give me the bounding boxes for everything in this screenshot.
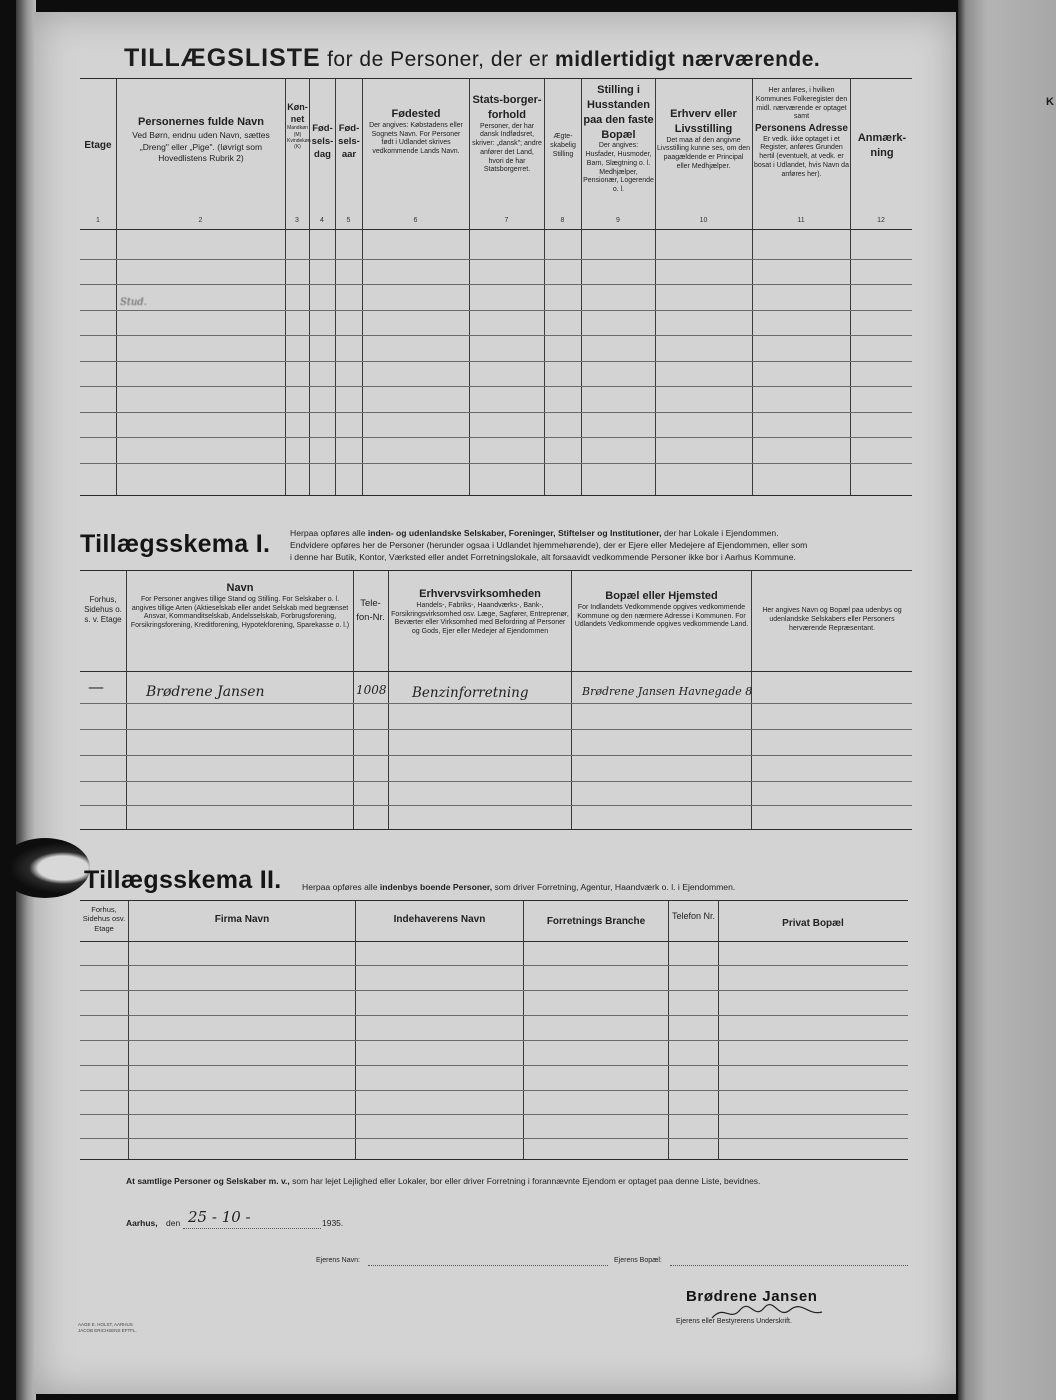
entry-erhverv: Benzinforretning	[412, 685, 529, 701]
col-number: 8	[560, 217, 565, 224]
row-rule	[80, 1065, 908, 1066]
entry-bopael: Brødrene Jansen Havnegade 8	[582, 685, 753, 698]
row-rule	[80, 729, 912, 730]
signature-label: Ejerens eller Bestyrerens Underskrift.	[676, 1318, 792, 1325]
row-rule	[80, 703, 912, 704]
skema2-description: Herpaa opføres alle indenbys boende Personer, som driver Forretning, Agentur, Haandværk o. l. i Ejendommen.	[302, 882, 736, 892]
col-header-forhus: Forhus, Sidehus o. s. v. Etage	[84, 595, 122, 624]
adjacent-page	[958, 0, 1056, 1400]
col-line	[388, 571, 389, 829]
faint-handwriting: Stud.	[120, 297, 147, 308]
col-number: 5	[346, 217, 351, 224]
skema2-title: Tillægsskema II.	[84, 866, 282, 894]
row-rule	[80, 335, 912, 336]
col-number: 6	[413, 217, 418, 224]
row-rule	[80, 412, 912, 413]
col-line	[355, 901, 356, 1159]
book-gutter-left	[16, 0, 36, 1400]
col-header-branche: Forretnings Branche	[546, 916, 646, 927]
col-header-anmaerkning: Anmærk-ning	[857, 132, 907, 159]
col-header-firma: Firma Navn	[214, 914, 270, 925]
entry-telefon: 1008	[356, 683, 387, 697]
col-line	[362, 79, 363, 495]
col-header-foedselsaar: Fød-sels-aar	[338, 123, 360, 160]
row-rule	[80, 1114, 908, 1115]
col-header-husstand: Stilling i Husstanden paa den faste Bopæl Der angives: Husfader, Husmoder, Barn, Slægtning o. l. Medhjælper, Pensionær, Logerende o. l.	[583, 84, 654, 194]
col-header-telefon: Telefon Nr.	[671, 911, 716, 921]
col-line	[668, 901, 669, 1159]
col-line	[469, 79, 470, 495]
col-line	[126, 571, 127, 829]
company-stamp: Brødrene Jansen	[686, 1288, 818, 1305]
col-line	[335, 79, 336, 495]
col-header-foedested: Fødested Der angives: Købstadens eller Sognets Navn. For Personer født i Udlandet skrives vedkommende Lands Navn.	[369, 108, 463, 156]
title-main-word: TILLÆGSLISTE	[124, 44, 321, 72]
skema1-table	[80, 570, 912, 830]
binder-hole	[0, 838, 90, 898]
date-line	[183, 1228, 321, 1229]
col-line	[751, 571, 752, 829]
page-title	[124, 44, 884, 73]
col-number: 11	[797, 217, 805, 224]
row-rule	[80, 781, 912, 782]
col-header-repraesentant: Her angives Navn og Bopæl paa udenbys og udenlandske Selskabers eller Personers herværende Repræsentant.	[762, 607, 902, 632]
header-rule	[80, 229, 912, 230]
declaration-text: At samtlige Personer og Selskaber m. v., som har lejet Lejlighed eller Lokaler, bor eller driver Forretning i forannævnte Ejendom er optaget paa denne Liste, bevidnes.	[126, 1176, 761, 1186]
adjacent-page-letter: K	[1046, 96, 1054, 108]
owner-address-label: Ejerens Bopæl:	[614, 1257, 662, 1264]
col-header-privat-bopael: Privat Bopæl	[782, 918, 844, 929]
col-line	[581, 79, 582, 495]
col-number: 10	[699, 217, 708, 224]
col-header-etage: Etage	[84, 140, 112, 151]
col-number: 9	[616, 217, 620, 224]
col-header-foedselsdag: Fød-sels-dag	[311, 123, 334, 160]
col-header-erhvervsvirksomhed: Erhvervsvirksomheden Handels-, Fabriks-, Haandværks-, Bank-, Forsikringsvirksomhed osv. Læge, Sagfører, Entreprenør, Beværter eller Virksomhed med Befordring af Personer og Gods, Ejer eller Medejer af Ejendommen	[391, 588, 569, 636]
col-header-koen: Køn-net Mandkøn (M) Kvindekøn (K)	[287, 102, 311, 151]
header-rule	[80, 671, 912, 672]
row-rule	[80, 805, 912, 806]
title-bold: midlertidigt nærværende.	[555, 48, 821, 71]
col-number: 12	[877, 217, 885, 224]
owner-address-line	[670, 1265, 908, 1266]
row-rule	[80, 463, 912, 464]
col-number: 2	[198, 217, 203, 224]
col-line	[850, 79, 851, 495]
date-handwritten: 25 - 10 -	[188, 1208, 251, 1226]
col-line	[655, 79, 656, 495]
col-header-forhus: Forhus, Sidehus osv. Etage	[82, 905, 126, 933]
row-rule	[80, 990, 908, 991]
col-line	[571, 571, 572, 829]
col-line	[523, 901, 524, 1159]
place-label: Aarhus,	[126, 1218, 158, 1228]
col-header-statsborger: Stats-borger-forhold Personer, der har dansk Indfødsret, skriver: „dansk"; andre anfører det Land, hvori de har Statsborgerret.	[472, 94, 542, 174]
col-number: 7	[504, 217, 509, 224]
row-rule	[80, 1090, 908, 1091]
col-line	[718, 901, 719, 1159]
tillaegsliste-table	[80, 78, 912, 496]
header-rule	[80, 941, 908, 942]
row-rule	[80, 1138, 908, 1139]
col-number: 1	[96, 217, 100, 224]
entry-navn: Brødrene Jansen	[146, 684, 265, 700]
col-header-bopael: Bopæl eller Hjemsted For Indlandets Vedkommende opgives vedkommende Kommune og den nærmere Adresse i Kommunen. For Udlandets Vedkommende opgives vedkommende Land.	[574, 590, 749, 629]
col-header-navn: Navn For Personer angives tillige Stand og Stilling. For Selskaber o. l. angives tillige Arten (Aktieselskab eller andet Selskab med begrænset Ansvar, Kommanditselskab, Andelsselskab, Forbrugsforening, Forsikringsforening, Kreditforening, Hypotekforening, Sparekasse o. l.)	[130, 582, 350, 630]
col-header-erhverv: Erhverv eller Livsstilling Det maa af den angivne Livsstilling kunne ses, om den paagældende er Principal eller Medhjælper.	[657, 108, 750, 170]
col-header-aegteskab: Ægte-skabelig Stilling	[550, 133, 576, 158]
col-header-telefon: Tele-fon-Nr.	[356, 598, 385, 623]
col-line	[544, 79, 545, 495]
row-rule	[80, 386, 912, 387]
col-line	[116, 79, 117, 495]
owner-name-label: Ejerens Navn:	[316, 1257, 360, 1264]
col-header-indehaver: Indehaverens Navn	[393, 914, 486, 925]
year-label: 1935.	[322, 1218, 344, 1228]
row-rule	[80, 437, 912, 438]
owner-name-line	[368, 1265, 608, 1266]
row-rule	[80, 310, 912, 311]
col-line	[128, 901, 129, 1159]
skema1-description: Herpaa opføres alle inden- og udenlandske Selskaber, Foreninger, Stiftelser og Institutioner, der har Lokale i Ejendommen. Endvidere opføres her de Personer (herunder ogsaa i Udlandet hjemmehørende), der er Ejere eller Medejere af Ejendommen, eller som i denne har Butik, Kontor, Værksted eller andet Forretningslokale, alt forsaavidt vedkommende Personer ikke bor i Aarhus Kommune.	[290, 528, 808, 562]
col-header-adresse: Her anføres, i hvilken Kommunes Folkeregister den midl. nærværende er optaget samt Personens Adresse Er vedk. ikke optaget i et Register, anføres Grunden hertil (eventuelt, at vedk. er bosat i Udlandet, hvis Navn da anføres her).	[754, 87, 849, 178]
row-rule	[80, 284, 912, 285]
col-line	[752, 79, 753, 495]
skema1-title: Tillægsskema I.	[80, 530, 271, 558]
col-line	[285, 79, 286, 495]
title-rest: for de Personer, der er	[327, 48, 549, 71]
row-rule	[80, 755, 912, 756]
row-rule	[80, 361, 912, 362]
row-rule	[80, 1015, 908, 1016]
row-rule	[80, 965, 908, 966]
printer-imprint: AAGE E. HOLST, AARHUS JACOB ERICHSENS EFTFL.	[78, 1322, 137, 1333]
skema2-table	[80, 900, 908, 1160]
den-label: den	[166, 1218, 181, 1228]
entry-etage: —	[88, 677, 104, 696]
col-number: 4	[320, 217, 324, 224]
col-number: 3	[295, 217, 299, 224]
row-rule	[80, 1040, 908, 1041]
col-header-navn: Personernes fulde Navn Ved Børn, endnu uden Navn, sættes „Dreng" eller „Pige". (Iøvrigt som Hovedlistens Rubrik 2)	[132, 116, 270, 164]
row-rule	[80, 259, 912, 260]
